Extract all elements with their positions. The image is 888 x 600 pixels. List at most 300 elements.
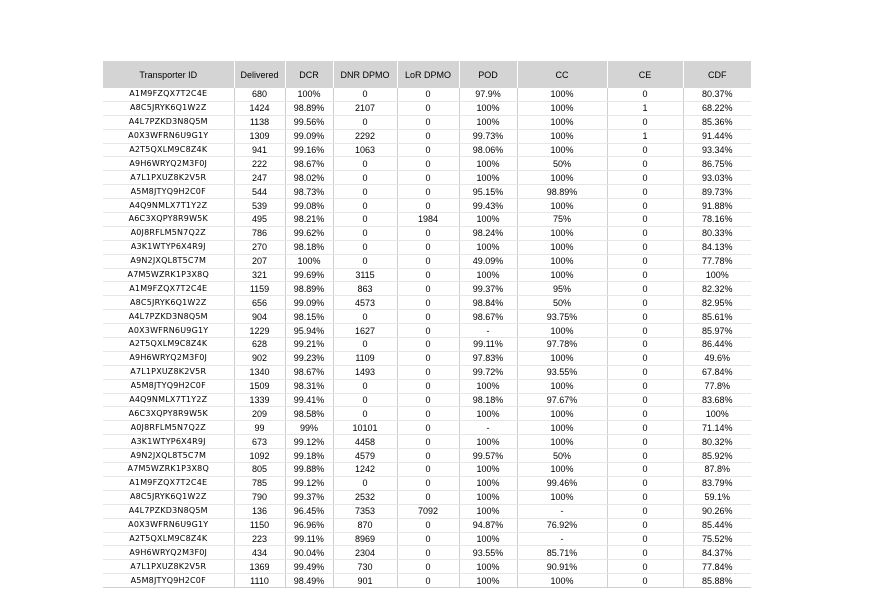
- table-row: [103, 574, 751, 588]
- cell-ce: 0: [607, 393, 683, 407]
- table-row: [103, 407, 751, 421]
- cell-cc: 100%: [517, 115, 607, 129]
- cell-cc: 100%: [517, 574, 607, 588]
- cell-dcr: 98.67%: [285, 365, 333, 379]
- cell-dnr-dpmo: 0: [333, 171, 397, 185]
- cell-ce: 0: [607, 254, 683, 268]
- cell-transporter-id: A0X3WFRN6U9G1Y: [103, 129, 234, 143]
- cell-delivered: 904: [234, 310, 285, 324]
- cell-cc: 85.71%: [517, 546, 607, 560]
- cell-lor-dpmo: 0: [397, 143, 459, 157]
- cell-pod: 100%: [459, 240, 517, 254]
- cell-pod: 97.9%: [459, 88, 517, 101]
- cell-pod: 98.06%: [459, 143, 517, 157]
- cell-ce: 0: [607, 157, 683, 171]
- table-row: [103, 338, 751, 352]
- cell-pod: 94.87%: [459, 518, 517, 532]
- table-row: [103, 324, 751, 338]
- col-cc: CC: [517, 61, 607, 88]
- col-lor-dpmo: LoR DPMO: [397, 61, 459, 88]
- cell-delivered: 1369: [234, 560, 285, 574]
- col-dnr-dpmo: DNR DPMO: [333, 61, 397, 88]
- cell-dcr: 99.12%: [285, 435, 333, 449]
- cell-dcr: 96.45%: [285, 504, 333, 518]
- table-row: [103, 115, 751, 129]
- cell-lor-dpmo: 0: [397, 226, 459, 240]
- cell-dnr-dpmo: 0: [333, 379, 397, 393]
- cell-lor-dpmo: 0: [397, 115, 459, 129]
- cell-cc: 76.92%: [517, 518, 607, 532]
- cell-lor-dpmo: 0: [397, 463, 459, 477]
- transporter-scorecard-table: [103, 61, 751, 588]
- cell-dcr: 99%: [285, 421, 333, 435]
- cell-transporter-id: A4L7PZKD3N8Q5M: [103, 115, 234, 129]
- cell-ce: 0: [607, 504, 683, 518]
- cell-cc: 100%: [517, 240, 607, 254]
- cell-cc: 100%: [517, 407, 607, 421]
- cell-pod: 49.09%: [459, 254, 517, 268]
- cell-ce: 0: [607, 560, 683, 574]
- cell-cdf: 83.79%: [683, 476, 751, 490]
- cell-cc: 100%: [517, 268, 607, 282]
- cell-dnr-dpmo: 901: [333, 574, 397, 588]
- cell-ce: 0: [607, 268, 683, 282]
- cell-delivered: 1509: [234, 379, 285, 393]
- table-row: [103, 296, 751, 310]
- cell-pod: 98.67%: [459, 310, 517, 324]
- cell-dnr-dpmo: 2532: [333, 490, 397, 504]
- cell-dnr-dpmo: 1109: [333, 351, 397, 365]
- cell-cc: 93.55%: [517, 365, 607, 379]
- cell-pod: 100%: [459, 435, 517, 449]
- cell-lor-dpmo: 0: [397, 407, 459, 421]
- cell-ce: 0: [607, 518, 683, 532]
- cell-transporter-id: A0X3WFRN6U9G1Y: [103, 518, 234, 532]
- col-ce: CE: [607, 61, 683, 88]
- cell-transporter-id: A8C5JRYK6Q1W2Z: [103, 296, 234, 310]
- cell-cdf: 59.1%: [683, 490, 751, 504]
- cell-cc: 100%: [517, 421, 607, 435]
- cell-cc: 90.91%: [517, 560, 607, 574]
- cell-dnr-dpmo: 0: [333, 407, 397, 421]
- cell-ce: 0: [607, 226, 683, 240]
- cell-cc: 100%: [517, 379, 607, 393]
- cell-cc: 100%: [517, 490, 607, 504]
- cell-lor-dpmo: 0: [397, 254, 459, 268]
- cell-delivered: 544: [234, 185, 285, 199]
- cell-lor-dpmo: 0: [397, 532, 459, 546]
- cell-cc: 97.78%: [517, 338, 607, 352]
- cell-ce: 0: [607, 199, 683, 213]
- cell-pod: 100%: [459, 157, 517, 171]
- table-row: [103, 268, 751, 282]
- cell-dcr: 98.89%: [285, 282, 333, 296]
- table-row: [103, 435, 751, 449]
- cell-ce: 0: [607, 574, 683, 588]
- cell-ce: 0: [607, 351, 683, 365]
- cell-pod: 98.18%: [459, 393, 517, 407]
- cell-lor-dpmo: 0: [397, 560, 459, 574]
- cell-pod: 99.72%: [459, 365, 517, 379]
- cell-transporter-id: A9N2JXQL8T5C7M: [103, 449, 234, 463]
- cell-dnr-dpmo: 0: [333, 157, 397, 171]
- cell-ce: 0: [607, 338, 683, 352]
- cell-transporter-id: A1M9FZQX7T2C4E: [103, 476, 234, 490]
- cell-pod: 100%: [459, 171, 517, 185]
- table-row: [103, 393, 751, 407]
- table-body: [103, 88, 751, 588]
- cell-pod: 100%: [459, 532, 517, 546]
- cell-transporter-id: A2T5QXLM9C8Z4K: [103, 338, 234, 352]
- cell-delivered: 1092: [234, 449, 285, 463]
- cell-delivered: 1309: [234, 129, 285, 143]
- cell-dcr: 90.04%: [285, 546, 333, 560]
- cell-pod: -: [459, 421, 517, 435]
- cell-cdf: 49.6%: [683, 351, 751, 365]
- cell-dnr-dpmo: 1627: [333, 324, 397, 338]
- cell-lor-dpmo: 0: [397, 338, 459, 352]
- cell-dcr: 99.41%: [285, 393, 333, 407]
- cell-cdf: 90.26%: [683, 504, 751, 518]
- cell-dcr: 99.37%: [285, 490, 333, 504]
- cell-cdf: 85.92%: [683, 449, 751, 463]
- cell-cdf: 67.84%: [683, 365, 751, 379]
- cell-cc: 100%: [517, 351, 607, 365]
- cell-lor-dpmo: 0: [397, 268, 459, 282]
- cell-ce: 0: [607, 365, 683, 379]
- cell-dnr-dpmo: 730: [333, 560, 397, 574]
- col-cdf: CDF: [683, 61, 751, 88]
- cell-cc: 100%: [517, 143, 607, 157]
- cell-dnr-dpmo: 0: [333, 240, 397, 254]
- cell-delivered: 247: [234, 171, 285, 185]
- cell-dcr: 98.15%: [285, 310, 333, 324]
- cell-delivered: 136: [234, 504, 285, 518]
- cell-delivered: 785: [234, 476, 285, 490]
- cell-cdf: 80.37%: [683, 88, 751, 101]
- cell-delivered: 1150: [234, 518, 285, 532]
- table-row: [103, 560, 751, 574]
- cell-ce: 0: [607, 546, 683, 560]
- cell-cc: 100%: [517, 324, 607, 338]
- table-row: [103, 88, 751, 101]
- cell-pod: 99.73%: [459, 129, 517, 143]
- cell-cc: 99.46%: [517, 476, 607, 490]
- cell-cdf: 87.8%: [683, 463, 751, 477]
- cell-dnr-dpmo: 2107: [333, 101, 397, 115]
- col-dcr: DCR: [285, 61, 333, 88]
- cell-ce: 0: [607, 115, 683, 129]
- table-row: [103, 504, 751, 518]
- cell-cdf: 78.16%: [683, 213, 751, 227]
- cell-ce: 0: [607, 213, 683, 227]
- cell-dcr: 99.69%: [285, 268, 333, 282]
- cell-cc: 100%: [517, 226, 607, 240]
- cell-delivered: 495: [234, 213, 285, 227]
- cell-transporter-id: A1M9FZQX7T2C4E: [103, 88, 234, 101]
- cell-transporter-id: A7L1PXUZ8K2V5R: [103, 171, 234, 185]
- cell-pod: 93.55%: [459, 546, 517, 560]
- cell-transporter-id: A2T5QXLM9C8Z4K: [103, 143, 234, 157]
- cell-dcr: 99.88%: [285, 463, 333, 477]
- cell-lor-dpmo: 0: [397, 88, 459, 101]
- cell-lor-dpmo: 0: [397, 449, 459, 463]
- cell-dcr: 99.16%: [285, 143, 333, 157]
- cell-cdf: 77.8%: [683, 379, 751, 393]
- cell-transporter-id: A5M8JTYQ9H2C0F: [103, 379, 234, 393]
- cell-dnr-dpmo: 0: [333, 115, 397, 129]
- cell-cdf: 84.37%: [683, 546, 751, 560]
- cell-delivered: 434: [234, 546, 285, 560]
- cell-dcr: 99.12%: [285, 476, 333, 490]
- cell-lor-dpmo: 0: [397, 476, 459, 490]
- cell-transporter-id: A8C5JRYK6Q1W2Z: [103, 101, 234, 115]
- cell-lor-dpmo: 0: [397, 185, 459, 199]
- cell-ce: 0: [607, 407, 683, 421]
- cell-delivered: 941: [234, 143, 285, 157]
- cell-dcr: 99.49%: [285, 560, 333, 574]
- cell-dnr-dpmo: 0: [333, 88, 397, 101]
- table-row: [103, 254, 751, 268]
- cell-transporter-id: A4Q9NMLX7T1Y2Z: [103, 199, 234, 213]
- cell-pod: 100%: [459, 574, 517, 588]
- cell-ce: 0: [607, 310, 683, 324]
- cell-pod: 100%: [459, 504, 517, 518]
- cell-ce: 0: [607, 282, 683, 296]
- table-row: [103, 199, 751, 213]
- cell-ce: 0: [607, 324, 683, 338]
- cell-cc: 100%: [517, 199, 607, 213]
- cell-cdf: 77.84%: [683, 560, 751, 574]
- cell-cc: 100%: [517, 171, 607, 185]
- cell-cc: 93.75%: [517, 310, 607, 324]
- cell-lor-dpmo: 7092: [397, 504, 459, 518]
- cell-cc: 50%: [517, 449, 607, 463]
- cell-cdf: 82.95%: [683, 296, 751, 310]
- col-pod: POD: [459, 61, 517, 88]
- cell-ce: 0: [607, 88, 683, 101]
- cell-delivered: 1424: [234, 101, 285, 115]
- cell-delivered: 805: [234, 463, 285, 477]
- cell-delivered: 1229: [234, 324, 285, 338]
- cell-dcr: 100%: [285, 88, 333, 101]
- cell-delivered: 321: [234, 268, 285, 282]
- cell-dcr: 99.09%: [285, 296, 333, 310]
- cell-cdf: 85.88%: [683, 574, 751, 588]
- cell-lor-dpmo: 0: [397, 129, 459, 143]
- col-delivered: Delivered: [234, 61, 285, 88]
- cell-lor-dpmo: 0: [397, 171, 459, 185]
- cell-dnr-dpmo: 2292: [333, 129, 397, 143]
- cell-delivered: 1110: [234, 574, 285, 588]
- cell-dcr: 99.18%: [285, 449, 333, 463]
- cell-pod: -: [459, 324, 517, 338]
- cell-cdf: 80.32%: [683, 435, 751, 449]
- cell-cdf: 91.44%: [683, 129, 751, 143]
- cell-lor-dpmo: 0: [397, 240, 459, 254]
- cell-cdf: 77.78%: [683, 254, 751, 268]
- cell-pod: 95.15%: [459, 185, 517, 199]
- cell-delivered: 539: [234, 199, 285, 213]
- cell-cc: -: [517, 504, 607, 518]
- cell-transporter-id: A7L1PXUZ8K2V5R: [103, 365, 234, 379]
- cell-transporter-id: A7L1PXUZ8K2V5R: [103, 560, 234, 574]
- cell-transporter-id: A3K1WTYP6X4R9J: [103, 435, 234, 449]
- cell-dnr-dpmo: 1063: [333, 143, 397, 157]
- cell-dnr-dpmo: 0: [333, 226, 397, 240]
- cell-transporter-id: A5M8JTYQ9H2C0F: [103, 574, 234, 588]
- cell-dnr-dpmo: 2304: [333, 546, 397, 560]
- table-row: [103, 421, 751, 435]
- table-row: [103, 101, 751, 115]
- cell-cdf: 86.75%: [683, 157, 751, 171]
- cell-ce: 0: [607, 185, 683, 199]
- table-row: [103, 532, 751, 546]
- cell-transporter-id: A6C3XQPY8R9W5K: [103, 407, 234, 421]
- cell-cc: 100%: [517, 101, 607, 115]
- cell-pod: 98.24%: [459, 226, 517, 240]
- cell-cc: 50%: [517, 157, 607, 171]
- table-row: [103, 476, 751, 490]
- cell-dnr-dpmo: 0: [333, 199, 397, 213]
- cell-pod: 97.83%: [459, 351, 517, 365]
- cell-cc: 100%: [517, 88, 607, 101]
- cell-cdf: 68.22%: [683, 101, 751, 115]
- cell-ce: 0: [607, 532, 683, 546]
- cell-lor-dpmo: 0: [397, 157, 459, 171]
- cell-dcr: 99.62%: [285, 226, 333, 240]
- cell-cc: 75%: [517, 213, 607, 227]
- cell-dcr: 98.58%: [285, 407, 333, 421]
- cell-cc: 100%: [517, 463, 607, 477]
- table-row: [103, 463, 751, 477]
- cell-delivered: 680: [234, 88, 285, 101]
- cell-cc: 50%: [517, 296, 607, 310]
- cell-dcr: 98.89%: [285, 101, 333, 115]
- cell-delivered: 673: [234, 435, 285, 449]
- cell-transporter-id: A7M5WZRK1P3X8Q: [103, 463, 234, 477]
- cell-cdf: 91.88%: [683, 199, 751, 213]
- cell-dcr: 99.56%: [285, 115, 333, 129]
- cell-dcr: 96.96%: [285, 518, 333, 532]
- table-row: [103, 226, 751, 240]
- cell-cdf: 80.33%: [683, 226, 751, 240]
- cell-dcr: 98.18%: [285, 240, 333, 254]
- cell-delivered: 1340: [234, 365, 285, 379]
- cell-transporter-id: A4L7PZKD3N8Q5M: [103, 310, 234, 324]
- cell-lor-dpmo: 0: [397, 101, 459, 115]
- cell-cc: 95%: [517, 282, 607, 296]
- cell-dcr: 98.31%: [285, 379, 333, 393]
- cell-transporter-id: A7M5WZRK1P3X8Q: [103, 268, 234, 282]
- cell-pod: 100%: [459, 476, 517, 490]
- cell-ce: 0: [607, 379, 683, 393]
- cell-transporter-id: A5M8JTYQ9H2C0F: [103, 185, 234, 199]
- cell-transporter-id: A0J8RFLM5N7Q2Z: [103, 421, 234, 435]
- cell-cc: 98.89%: [517, 185, 607, 199]
- cell-cdf: 85.36%: [683, 115, 751, 129]
- cell-delivered: 1138: [234, 115, 285, 129]
- cell-delivered: 209: [234, 407, 285, 421]
- table-row: [103, 379, 751, 393]
- cell-cc: 97.67%: [517, 393, 607, 407]
- cell-dnr-dpmo: 1493: [333, 365, 397, 379]
- cell-dcr: 98.49%: [285, 574, 333, 588]
- cell-transporter-id: A9H6WRYQ2M3F0J: [103, 157, 234, 171]
- table-row: [103, 282, 751, 296]
- cell-dnr-dpmo: 870: [333, 518, 397, 532]
- cell-cdf: 93.34%: [683, 143, 751, 157]
- cell-dnr-dpmo: 4573: [333, 296, 397, 310]
- cell-transporter-id: A3K1WTYP6X4R9J: [103, 240, 234, 254]
- cell-ce: 0: [607, 476, 683, 490]
- cell-transporter-id: A1M9FZQX7T2C4E: [103, 282, 234, 296]
- cell-pod: 99.57%: [459, 449, 517, 463]
- cell-dnr-dpmo: 0: [333, 338, 397, 352]
- cell-dnr-dpmo: 4579: [333, 449, 397, 463]
- header-row: [103, 61, 751, 88]
- cell-ce: 0: [607, 435, 683, 449]
- cell-pod: 99.37%: [459, 282, 517, 296]
- cell-delivered: 222: [234, 157, 285, 171]
- cell-pod: 100%: [459, 268, 517, 282]
- table-row: [103, 240, 751, 254]
- cell-transporter-id: A4L7PZKD3N8Q5M: [103, 504, 234, 518]
- cell-lor-dpmo: 0: [397, 518, 459, 532]
- cell-dnr-dpmo: 0: [333, 185, 397, 199]
- cell-ce: 0: [607, 143, 683, 157]
- table-row: [103, 185, 751, 199]
- cell-lor-dpmo: 0: [397, 310, 459, 324]
- cell-pod: 98.84%: [459, 296, 517, 310]
- table-row: [103, 546, 751, 560]
- cell-cdf: 85.97%: [683, 324, 751, 338]
- table-row: [103, 310, 751, 324]
- cell-delivered: 656: [234, 296, 285, 310]
- cell-lor-dpmo: 0: [397, 282, 459, 296]
- cell-lor-dpmo: 0: [397, 435, 459, 449]
- cell-cdf: 82.32%: [683, 282, 751, 296]
- table-row: [103, 157, 751, 171]
- cell-delivered: 790: [234, 490, 285, 504]
- cell-transporter-id: A9N2JXQL8T5C7M: [103, 254, 234, 268]
- table-row: [103, 129, 751, 143]
- cell-cdf: 85.44%: [683, 518, 751, 532]
- cell-delivered: 902: [234, 351, 285, 365]
- cell-dnr-dpmo: 8969: [333, 532, 397, 546]
- cell-delivered: 1339: [234, 393, 285, 407]
- cell-dnr-dpmo: 0: [333, 476, 397, 490]
- cell-delivered: 628: [234, 338, 285, 352]
- cell-transporter-id: A2T5QXLM9C8Z4K: [103, 532, 234, 546]
- cell-delivered: 786: [234, 226, 285, 240]
- cell-pod: 100%: [459, 101, 517, 115]
- cell-lor-dpmo: 0: [397, 296, 459, 310]
- cell-cdf: 100%: [683, 268, 751, 282]
- cell-cc: 100%: [517, 435, 607, 449]
- cell-lor-dpmo: 0: [397, 546, 459, 560]
- cell-cdf: 89.73%: [683, 185, 751, 199]
- cell-dcr: 99.08%: [285, 199, 333, 213]
- cell-dcr: 98.67%: [285, 157, 333, 171]
- cell-cdf: 100%: [683, 407, 751, 421]
- cell-dnr-dpmo: 4458: [333, 435, 397, 449]
- cell-pod: 100%: [459, 213, 517, 227]
- cell-dcr: 95.94%: [285, 324, 333, 338]
- table-row: [103, 449, 751, 463]
- cell-cdf: 71.14%: [683, 421, 751, 435]
- table-row: [103, 213, 751, 227]
